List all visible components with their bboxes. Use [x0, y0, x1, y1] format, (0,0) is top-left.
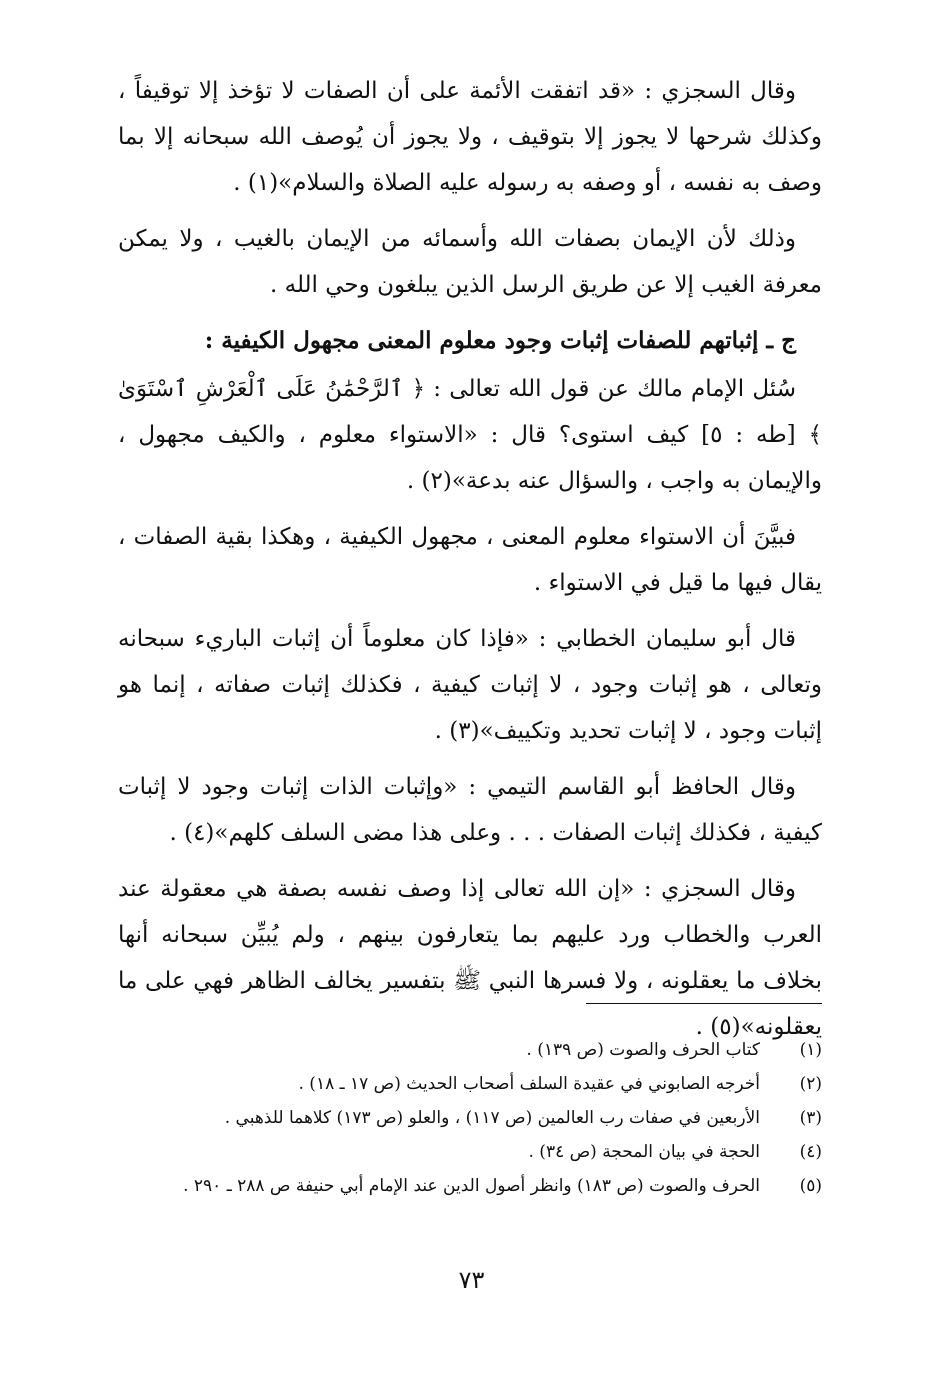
- paragraph-taymi: [118, 764, 822, 856]
- footnote-text: الأربعين في صفات رب العالمين (ص ١١٧) ، والعلو (ص ١٧٣) كلاهما للذهبي .: [224, 1108, 760, 1128]
- footnote-text: أخرجه الصابوني في عقيدة السلف أصحاب الحديث (ص ١٧ ـ ١٨) .: [298, 1074, 760, 1094]
- paragraph-text: وقال الحافظ أبو القاسم التيمي : «وإثبات الذات إثبات وجود لا إثبات كيفية ، فكذلك إثبات الصفات . . . وعلى هذا مضى السلف كلهم»(٤) .: [118, 774, 822, 846]
- section-heading: ج ـ إثباتهم للصفات إثبات وجود معلوم المعنى مجهول الكيفية :: [204, 327, 796, 354]
- paragraph-text: وقال السجزي : «قد اتفقت الأئمة على أن الصفات لا تؤخذ إلا توقيفاً ، وكذلك شرحها لا يجوز إلا بتوقيف ، ولا يجوز أن يُوصف الله سبحانه إلا بما وصف به نفسه ، أو وصفه به رسوله عليه الصلاة والسلام»(١) .: [118, 78, 822, 196]
- paragraph-text: قال أبو سليمان الخطابي : «فإذا كان معلوماً أن إثبات الباريء سبحانه وتعالى ، هو إثبات وجود ، لا إثبات كيفية ، فكذلك إثبات صفاته ، إنما هو إثبات وجود ، لا إثبات تحديد وتكييف»(٣) .: [118, 626, 822, 744]
- paragraph-khattabi: [118, 616, 822, 754]
- footnote-number: (٥): [799, 1176, 822, 1196]
- paragraph-sijzi-arab: [118, 866, 822, 1050]
- footnote-item: [118, 1101, 822, 1135]
- paragraph-text: فبيَّنَ أن الاستواء معلوم المعنى ، مجهول الكيفية ، وهكذا بقية الصفات ، يقال فيها ما قيل في الاستواء .: [118, 524, 822, 596]
- footnote-number: (١): [799, 1040, 822, 1060]
- footnote-separator: [586, 1003, 822, 1004]
- footnotes: [118, 1033, 822, 1203]
- footnote-item: [118, 1067, 822, 1101]
- main-text: [118, 68, 822, 1060]
- footnote-number: (٤): [799, 1142, 822, 1162]
- paragraph-text: سُئل الإمام مالك عن قول الله تعالى : ﴿ ٱلرَّحْمَٰنُ عَلَى ٱلْعَرْشِ ٱسْتَوَىٰ ﴾ [طه : ٥] كيف استوى؟ قال : «الاستواء معلوم ، والكيف مجهول ، والإيمان به واجب ، والسؤال عنه بدعة»(٢) .: [118, 376, 822, 494]
- footnote-number: (٢): [799, 1074, 822, 1094]
- paragraph-sijzi-tawqif: [118, 68, 822, 206]
- paragraph-text: وذلك لأن الإيمان بصفات الله وأسمائه من الإيمان بالغيب ، ولا يمكن معرفة الغيب إلا عن طريق الرسل الذين يبلغون وحي الله .: [118, 226, 822, 298]
- paragraph-iman-bil-ghayb: [118, 216, 822, 308]
- footnote-text: كتاب الحرف والصوت (ص ١٣٩) .: [526, 1040, 760, 1060]
- footnote-number: (٣): [799, 1108, 822, 1128]
- footnote-text: الحجة في بيان المحجة (ص ٣٤) .: [528, 1142, 760, 1162]
- footnote-item: [118, 1169, 822, 1203]
- footnote-item: [118, 1135, 822, 1169]
- paragraph-text: وقال السجزي : «إن الله تعالى إذا وصف نفسه بصفة هي معقولة عند العرب والخطاب ورد عليهم بما يتعارفون بينهم ، ولم يُبيِّن سبحانه أنها بخلاف ما يعقلونه ، ولا فسرها النبي ﷺ بتفسير يخالف الظاهر فهي على ما يعقلونه»(٥) .: [118, 876, 822, 1040]
- page-number: ٧٣: [458, 1266, 485, 1294]
- paragraph-explanation: [118, 514, 822, 606]
- paragraph-imam-malik: [118, 366, 822, 504]
- footnote-item: [118, 1033, 822, 1067]
- footnote-text: الحرف والصوت (ص ١٨٣) وانظر أصول الدين عند الإمام أبي حنيفة ص ٢٨٨ ـ ٢٩٠ .: [183, 1176, 760, 1196]
